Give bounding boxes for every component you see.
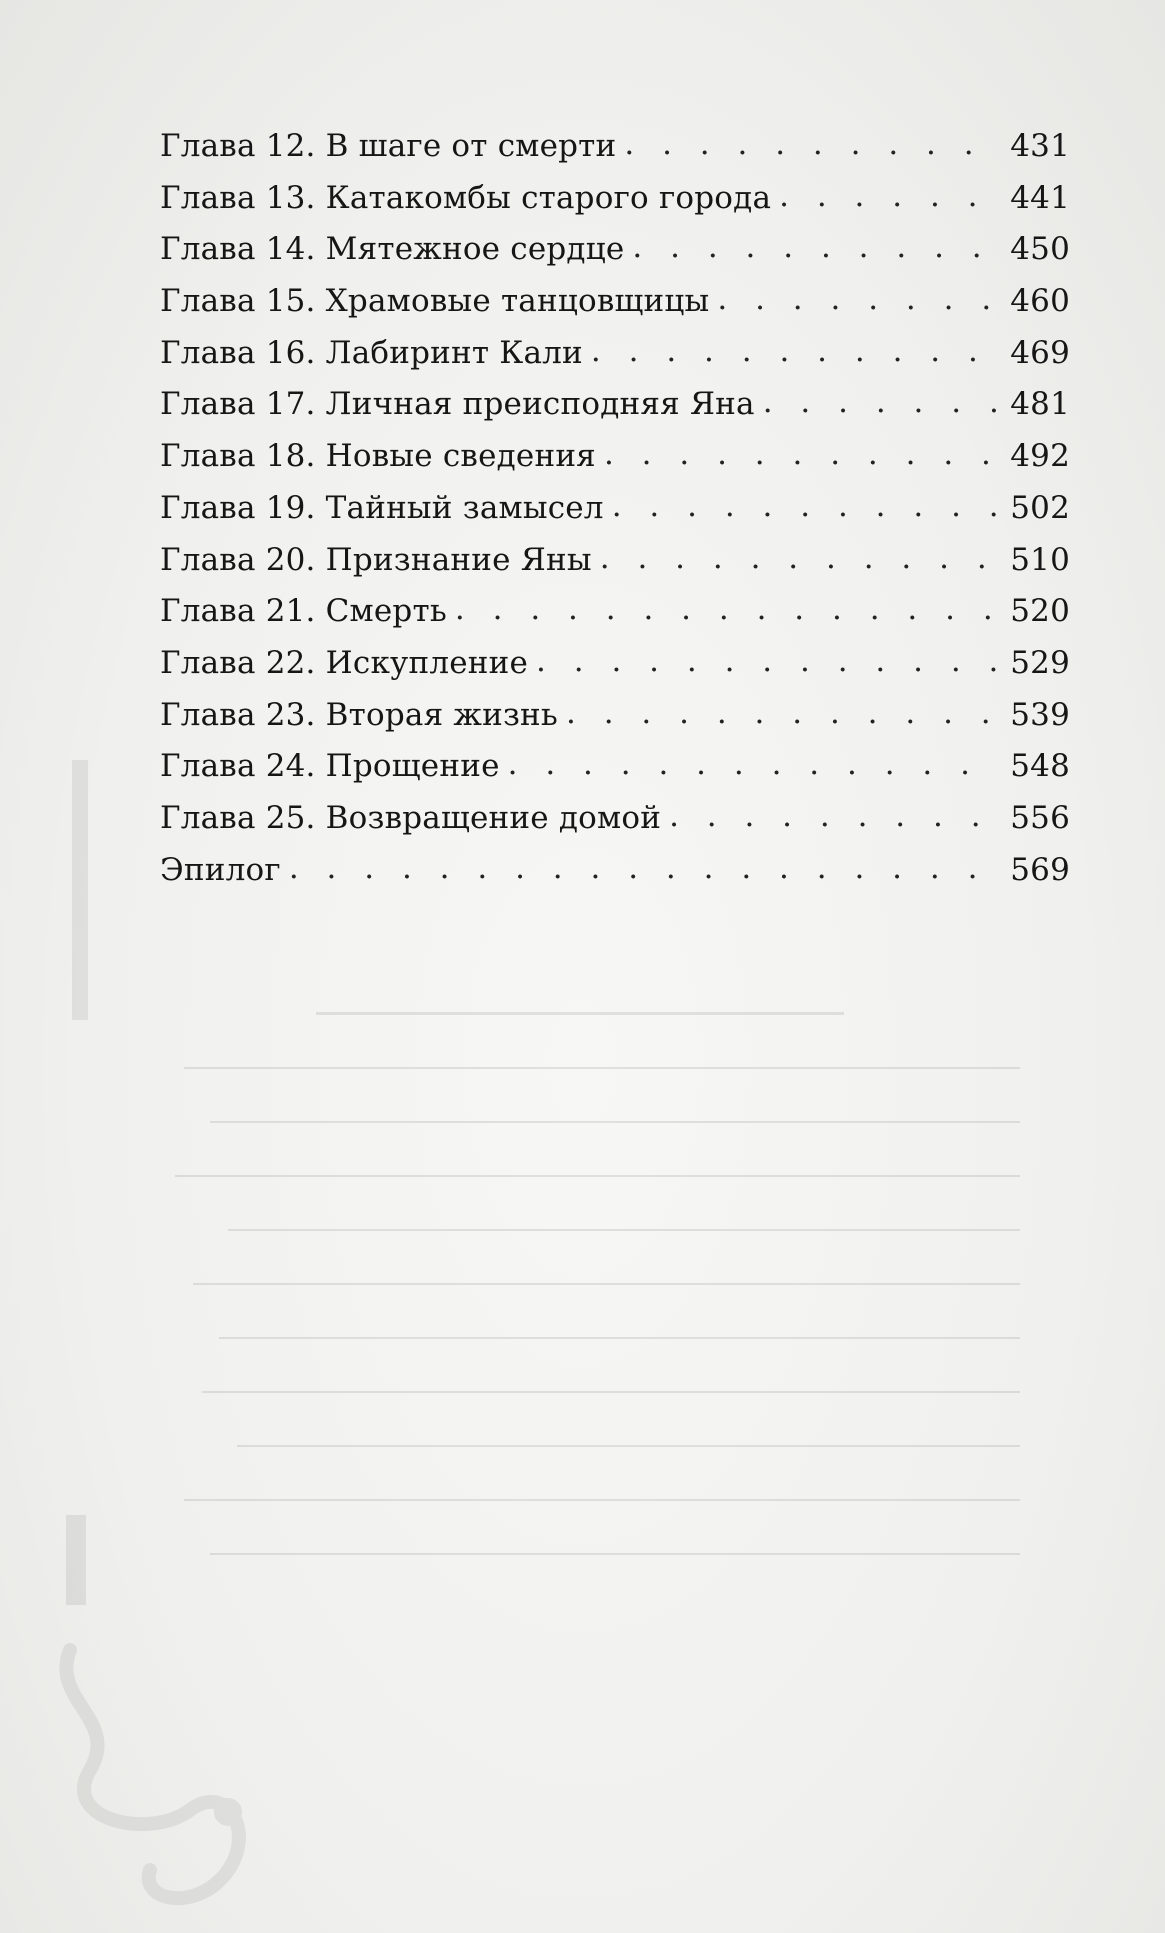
toc-entry[interactable] [160,645,1070,697]
toc-entry-page: 556 [1010,799,1070,836]
toc-entry-title: Глава 16. Лабиринт Кали [160,334,583,371]
toc-entry-title: Глава 23. Вторая жизнь [160,696,559,733]
toc-entry[interactable] [160,490,1070,542]
toc-entry-page: 569 [1010,851,1070,888]
toc-entry-title: Глава 12. В шаге от смерти [160,128,617,164]
toc-entry[interactable] [160,800,1070,852]
toc-entry-title: Глава 19. Тайный замысел [160,489,604,526]
toc-leader-dots [600,540,998,576]
toc-leader-dots [612,488,998,524]
toc-leader-dots [624,126,998,162]
toc-entry-title: Глава 15. Храмовые танцовщицы [160,283,710,320]
toc-entry-page: 460 [1010,283,1070,320]
toc-entry-page: 539 [1010,696,1070,733]
toc-entry[interactable] [160,231,1070,283]
toc-entry-title: Глава 22. Искупление [160,644,529,681]
toc-leader-dots [779,178,998,214]
toc-leader-dots [591,333,998,369]
toc-entry[interactable] [160,542,1070,594]
toc-entry-title: Глава 20. Признание Яны [160,541,592,578]
toc-entry[interactable] [160,593,1070,645]
bleed-through-text [140,960,1020,1555]
toc-entry[interactable] [160,438,1070,490]
toc-entry-title: Глава 13. Катакомбы старого города [160,179,772,216]
toc-entry-page: 450 [1010,231,1070,268]
toc-leader-dots [763,384,998,420]
toc-entry-page: 441 [1010,179,1070,216]
toc-entry-page: 548 [1010,748,1070,785]
bleed-through-running-head [60,760,100,1020]
toc-leader-dots [536,643,998,679]
toc-entry-page: 510 [1010,541,1070,578]
toc-entry-title: Глава 18. Новые сведения [160,438,596,475]
toc-leader-dots [632,229,998,265]
bleed-through-page-number [62,1515,90,1605]
toc-entry-page: 502 [1010,489,1070,526]
toc-entry-page: 520 [1010,593,1070,630]
toc-entry-page: 492 [1010,438,1070,475]
table-of-contents [160,128,1070,903]
toc-entry-page: 469 [1010,334,1070,371]
toc-entry-title: Глава 17. Личная преисподняя Яна [160,386,755,423]
toc-leader-dots [455,591,998,627]
toc-entry-title: Глава 21. Смерть [160,593,447,630]
serpent-ornament-icon [30,1640,290,1920]
toc-entry[interactable] [160,697,1070,749]
toc-entry-page: 431 [1010,128,1070,164]
toc-entry[interactable] [160,283,1070,335]
toc-entry[interactable] [160,128,1070,180]
toc-leader-dots [717,281,998,317]
toc-leader-dots [669,798,998,834]
toc-entry-title: Глава 24. Прощение [160,748,500,785]
toc-entry-title: Глава 25. Возвращение домой [160,799,662,836]
toc-entry[interactable] [160,386,1070,438]
toc-entry-page: 529 [1010,644,1070,681]
toc-leader-dots [566,695,998,731]
toc-leader-dots [508,746,998,782]
toc-leader-dots [289,850,998,886]
toc-entry-title: Глава 14. Мятежное сердце [160,231,625,268]
toc-entry-title: Эпилог [160,851,281,888]
toc-entry[interactable] [160,748,1070,800]
toc-entry[interactable] [160,852,1070,904]
toc-leader-dots [604,436,998,472]
toc-entry[interactable] [160,335,1070,387]
toc-entry-page: 481 [1010,386,1070,423]
toc-entry[interactable] [160,180,1070,232]
